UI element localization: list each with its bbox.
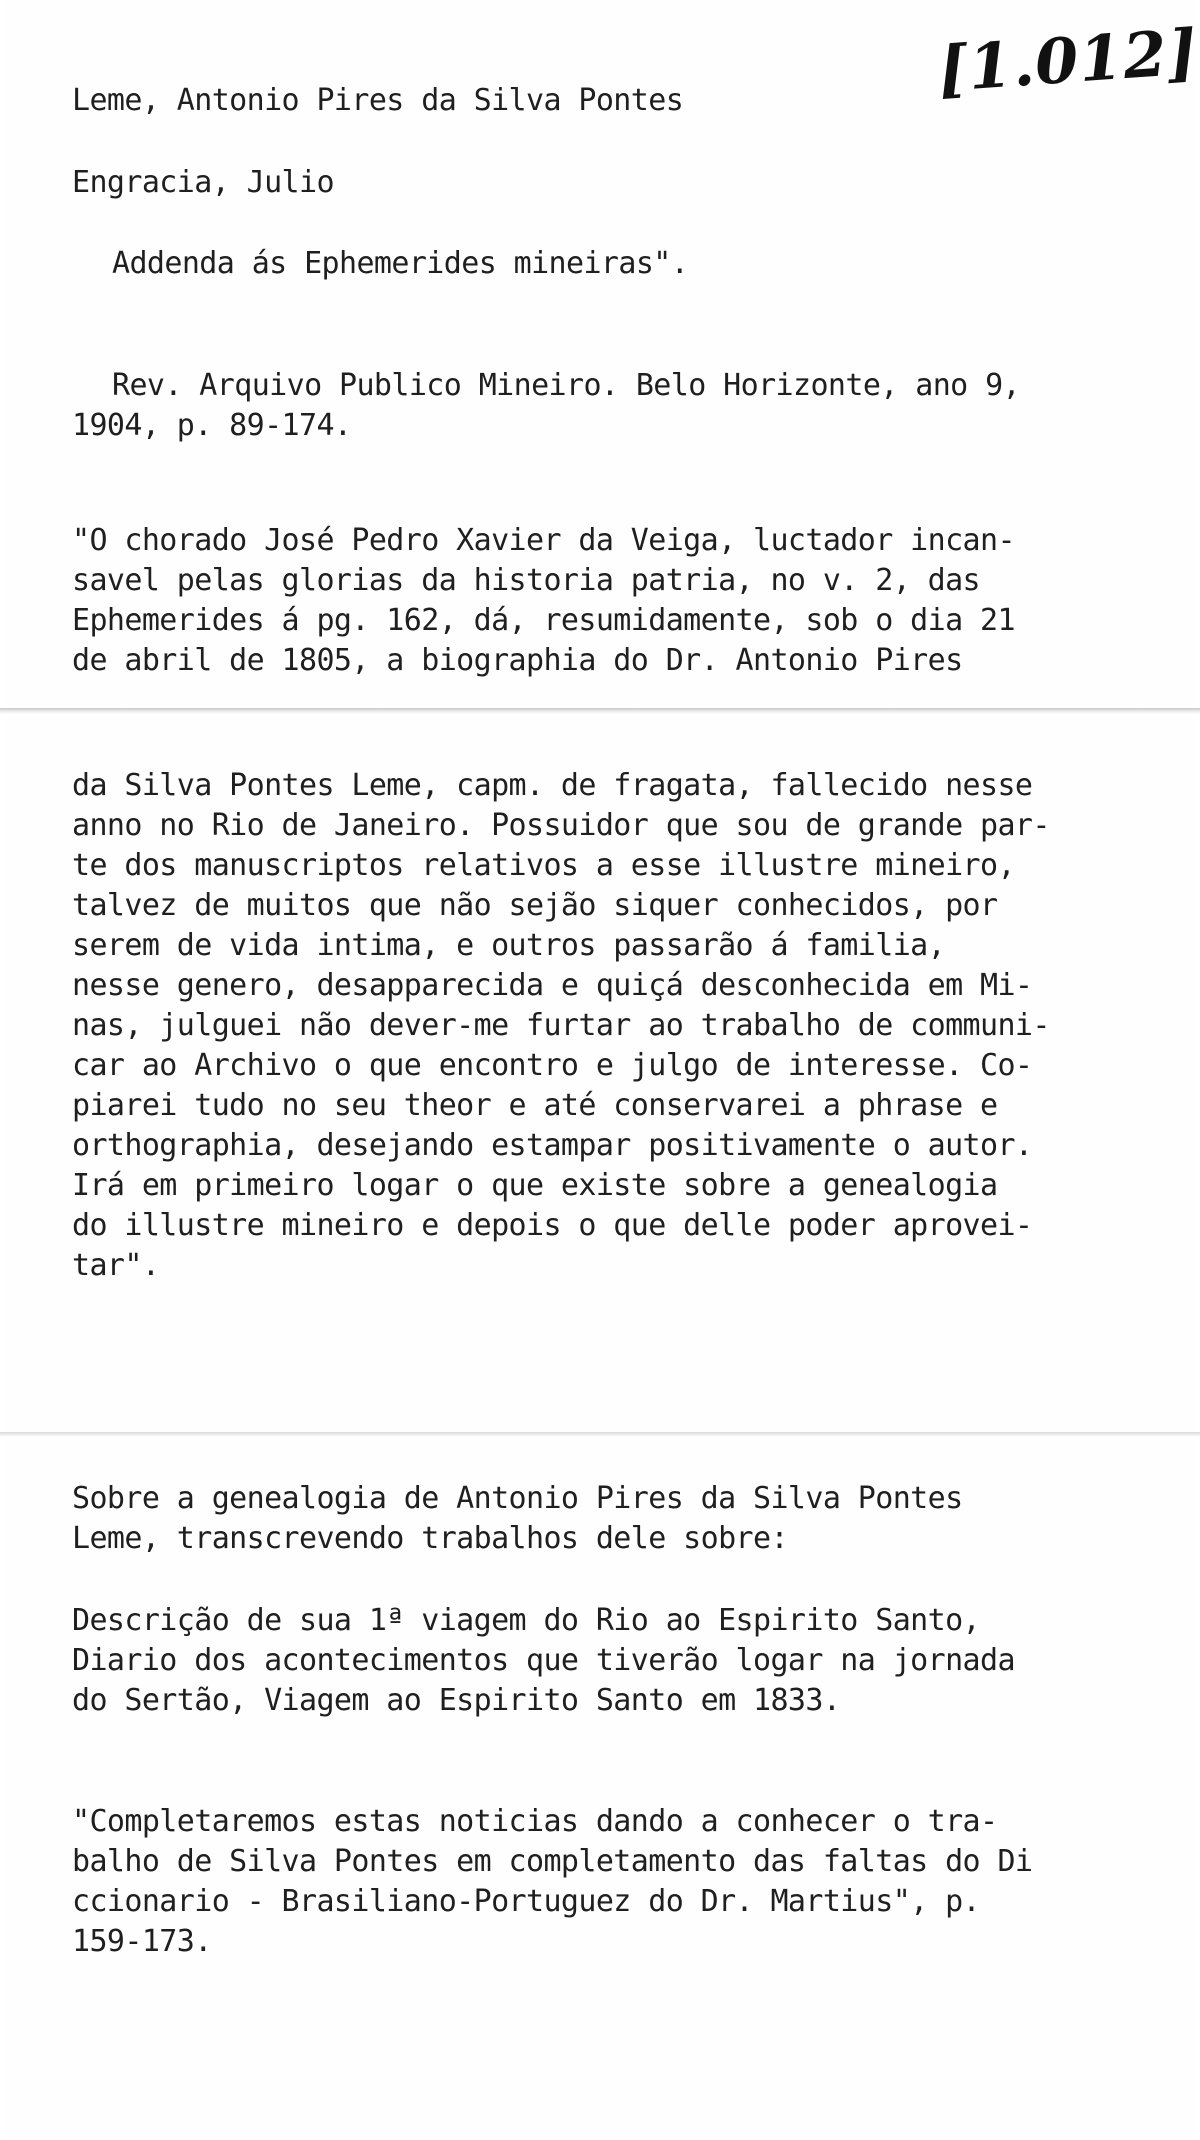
quote-paragraph-part-2: da Silva Pontes Leme, capm. de fragata, fallecido nesse anno no Rio de Janeiro. Possuidor que sou de grande par- te dos manuscriptos relativos a esse illustre mineiro, talvez de muitos que não sejão siquer conhecidos, por serem de vida intima, e outros passarão á familia, nesse genero, desapparecida e quiçá desconhecida em Mi- nas, julguei não dever-me furtar ao trabalho de communi- car ao Archivo o que encontro e julgo de interesse. Co- piarei tudo no seu theor e até conservarei a phrase e orthographia, desejando estampar positivamente o autor. Irá em primeiro logar o que existe sobre a genealogia do illustre mineiro e depois o que delle poder aprovei- tar". <box>72 768 1050 1283</box>
citation-line-2: 1904, p. 89-174. <box>72 408 352 443</box>
catalog-number-stamp: [1.012] <box>935 15 1200 106</box>
article-title: Addenda ás Ephemerides mineiras". <box>112 246 689 281</box>
closing-quote: "Completaremos estas noticias dando a conhecer o tra- balho de Silva Pontes em completamento das faltas do Di ccionario - Brasiliano-Portuguez do Dr. Martius", p. 159-173. <box>72 1804 1033 1959</box>
genealogy-summary: Sobre a genealogia de Antonio Pires da Silva Pontes Leme, transcrevendo trabalhos dele sobre: <box>72 1481 963 1556</box>
card-seam <box>0 708 1200 714</box>
citation-line-1: Rev. Arquivo Publico Mineiro. Belo Horizonte, ano 9, <box>112 368 1020 403</box>
quote-paragraph-part-1: "O chorado José Pedro Xavier da Veiga, luctador incan- savel pelas glorias da historia patria, no v. 2, das Ephemerides á pg. 162, dá, resumidamente, sob o dia 21 de abril de 1805, a biographia do Dr. Antonio Pires <box>72 523 1015 678</box>
works-list: Descrição de sua 1ª viagem do Rio ao Espirito Santo, Diario dos acontecimentos que tiverão logar na jornada do Sertão, Viagem ao Espirito Santo em 1833. <box>72 1603 1015 1718</box>
contributor-heading: Engracia, Julio <box>72 165 334 200</box>
author-heading: Leme, Antonio Pires da Silva Pontes <box>72 83 684 118</box>
card-seam <box>0 1432 1200 1436</box>
